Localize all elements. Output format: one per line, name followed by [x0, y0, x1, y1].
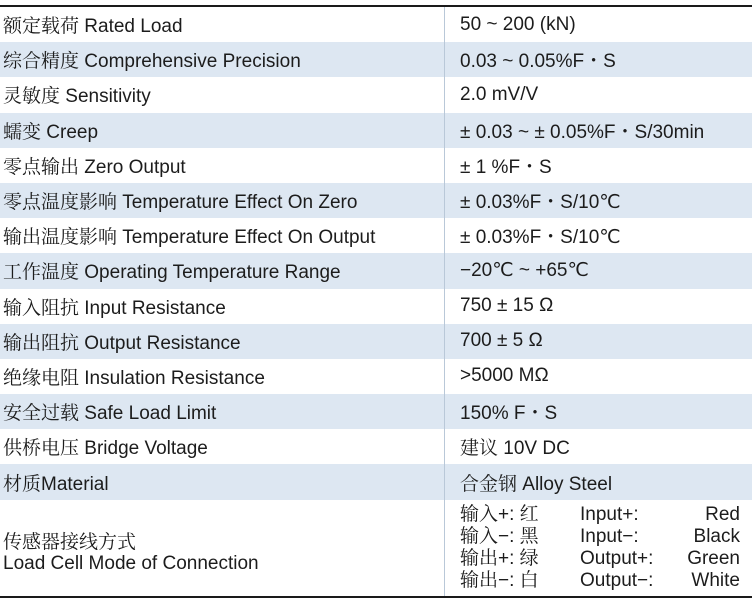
wire-item [460, 570, 740, 592]
spec-table [0, 5, 752, 598]
value-cell: ± 1 %F・S [460, 156, 552, 178]
wire-en: Output+: [580, 547, 654, 569]
wire-color: Green [687, 547, 740, 569]
param-cell: 输出阻抗 Output Resistance [0, 324, 445, 359]
table-row [0, 253, 752, 288]
value-cell: 0.03 ~ 0.05%F・S [460, 51, 616, 73]
wire-item [460, 504, 740, 526]
value-cell: 合金钢 Alloy Steel [460, 473, 613, 495]
table-row [0, 7, 752, 42]
wiring-list [445, 500, 740, 596]
param-cell: 综合精度 Comprehensive Precision [0, 42, 445, 77]
param-cell: 输入阻抗 Input Resistance [0, 289, 445, 324]
table-row [0, 183, 752, 218]
wire-cn: 输入−: 黑 [460, 525, 539, 547]
table-row [0, 359, 752, 394]
connection-label [0, 500, 445, 596]
wire-en: Input+: [580, 503, 639, 525]
param-cell: 供桥电压 Bridge Voltage [0, 429, 445, 464]
table-row [0, 324, 752, 359]
param-cell: 绝缘电阻 Insulation Resistance [0, 359, 445, 394]
table-row [0, 77, 752, 112]
connection-label-cn: 传感器接线方式 [3, 531, 137, 553]
value-cell: ± 0.03%F・S/10℃ [460, 227, 621, 249]
param-cell: 输出温度影响 Temperature Effect On Output [0, 218, 445, 253]
wire-color: Black [693, 525, 740, 547]
wire-item [460, 548, 740, 570]
param-cell: 额定载荷 Rated Load [0, 7, 445, 42]
param-cell: 零点输出 Zero Output [0, 148, 445, 183]
param-cell: 灵敏度 Sensitivity [0, 77, 445, 112]
value-cell: 50 ~ 200 (kN) [460, 13, 576, 35]
table-row [0, 289, 752, 324]
connection-row [0, 500, 752, 596]
table-row [0, 148, 752, 183]
wire-cn: 输出+: 绿 [460, 547, 539, 569]
param-cell: 零点温度影响 Temperature Effect On Zero [0, 183, 445, 218]
param-cell: 安全过载 Safe Load Limit [0, 394, 445, 429]
value-cell: ± 0.03%F・S/10℃ [460, 192, 621, 214]
param-cell: 工作温度 Operating Temperature Range [0, 253, 445, 288]
value-cell: ± 0.03 ~ ± 0.05%F・S/30min [460, 121, 705, 143]
wire-cn: 输入+: 红 [460, 503, 539, 525]
table-row [0, 464, 752, 499]
connection-label-en: Load Cell Mode of Connection [3, 552, 259, 574]
value-cell: 2.0 mV/V [460, 83, 539, 105]
value-cell: 750 ± 15 Ω [460, 295, 554, 317]
wire-en: Input−: [580, 525, 639, 547]
table-row [0, 429, 752, 464]
param-cell: 蠕变 Creep [0, 113, 445, 148]
value-cell: 150% F・S [460, 403, 558, 425]
value-cell: 700 ± 5 Ω [460, 330, 543, 352]
value-cell: −20℃ ~ +65℃ [460, 260, 589, 282]
wire-cn: 输出−: 白 [460, 569, 539, 591]
table-row [0, 113, 752, 148]
wire-color: White [691, 569, 740, 591]
wire-en: Output−: [580, 569, 654, 591]
wire-color: Red [705, 503, 740, 525]
param-cell: 材质Material [0, 464, 445, 499]
table-row [0, 394, 752, 429]
table-row [0, 42, 752, 77]
wire-item [460, 526, 740, 548]
value-cell: >5000 MΩ [460, 365, 549, 387]
value-cell: 建议 10V DC [460, 438, 570, 460]
table-row [0, 218, 752, 253]
